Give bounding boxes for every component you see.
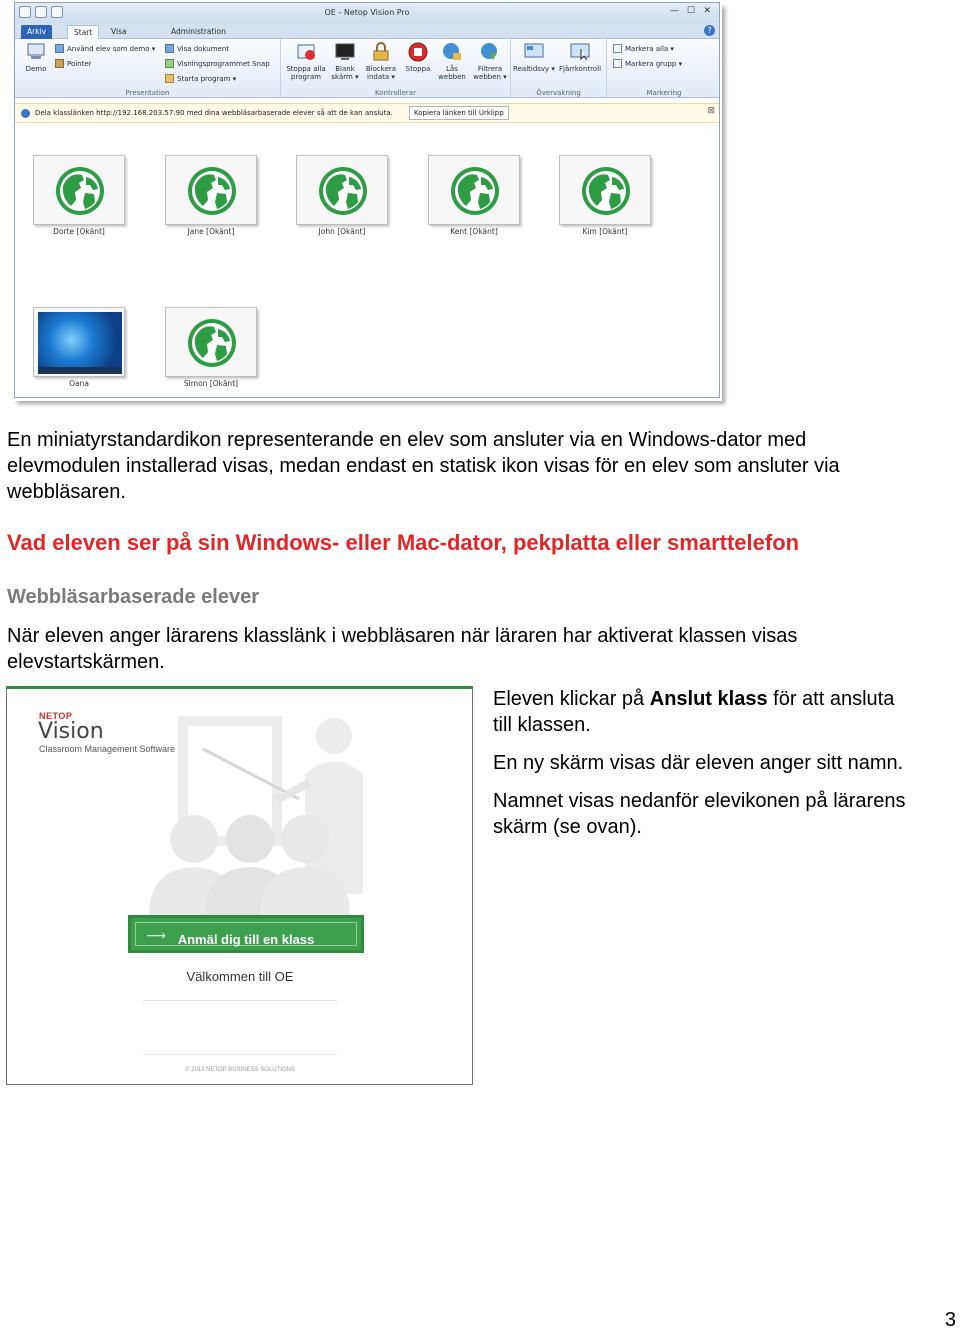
real-time-view-button[interactable]: Realtidsvy ▾ <box>513 41 555 73</box>
side-paragraph-name: En ny skärm visas där eleven anger sitt namn. <box>493 752 904 774</box>
subsection-heading: Webbläsarbaserade elever <box>7 586 260 608</box>
demo-icon <box>25 41 47 63</box>
netop-vision-window <box>14 2 720 398</box>
student-tile-windows[interactable] <box>33 307 125 388</box>
title-bar <box>15 3 719 23</box>
minimize-icon[interactable]: — <box>670 6 679 16</box>
section-heading: Vad eleven ser på sin Windows- eller Mac-dator, pekplatta eller smarttelefon <box>7 530 800 555</box>
student-name: Kim [Okänt] <box>582 227 628 236</box>
vision-logo-text: Vision <box>38 719 104 744</box>
web-globe-icon <box>55 166 105 216</box>
blank-screen-icon <box>334 41 356 63</box>
demo-button[interactable]: Demo <box>19 41 53 73</box>
stop-all-programs-icon <box>295 41 317 63</box>
student-name: John [Okänt] <box>318 227 366 236</box>
lock-web-icon <box>441 41 463 63</box>
divider <box>143 1054 337 1055</box>
web-globe-icon <box>450 166 500 216</box>
tab-file[interactable]: Arkiv <box>21 25 52 39</box>
student-tile[interactable] <box>165 155 257 236</box>
stop-icon <box>407 41 429 63</box>
welcome-text: Välkommen till OE <box>186 969 294 984</box>
paragraph-intro: En miniatyrstandardikon representerande en elev som ansluter via en Windows-dator med elevmodulen installerad visas, medan endast en statisk ikon visas för en elev som ansluter via webbläsaren. <box>7 429 840 503</box>
maximize-icon[interactable]: ☐ <box>686 6 695 16</box>
group-selection <box>607 39 720 98</box>
student-name: Simon [Okänt] <box>183 379 239 388</box>
web-globe-icon <box>187 166 237 216</box>
select-group-button[interactable]: Markera grupp ▾ <box>613 59 682 68</box>
side-paragraph-join: Eleven klickar på Anslut klass för att ansluta till klassen. <box>493 688 895 736</box>
web-globe-icon <box>581 166 631 216</box>
copyright-text: © 2013 NETOP BUSINESS SOLUTIONS <box>185 1067 295 1073</box>
show-document-button[interactable]: Visa dokument <box>165 44 229 53</box>
remote-control-button[interactable]: Fjärrkontroll <box>557 41 603 73</box>
snap-viewer-button[interactable]: Visningsprogrammet Snap <box>165 59 270 68</box>
student-tile[interactable] <box>428 155 520 236</box>
web-globe-icon <box>318 166 368 216</box>
tab-start[interactable]: Start <box>67 25 99 39</box>
use-student-demo-button[interactable]: Använd elev som demo ▾ <box>55 44 155 53</box>
group-monitoring <box>511 39 607 98</box>
windows-desktop-thumbnail <box>38 312 122 374</box>
student-name: Dorte [Okänt] <box>53 227 105 236</box>
arrow-right-icon: ⟶ <box>146 927 167 943</box>
side-paragraph-shown: Namnet visas nedanför elevikonen på lärarens skärm (se ovan). <box>493 790 906 838</box>
filter-web-icon <box>479 41 501 63</box>
lock-input-icon <box>370 41 392 63</box>
group-presentation <box>15 39 281 98</box>
tab-administration[interactable]: Administration <box>171 27 226 36</box>
remote-control-icon <box>569 41 591 63</box>
student-start-screen <box>6 686 473 1085</box>
group-label-controls: Kontrollerar <box>375 89 416 97</box>
window-title: OE - Netop Vision Pro <box>324 8 410 17</box>
group-controls <box>281 39 511 98</box>
ribbon <box>15 39 719 98</box>
netop-logo-text: NETOP <box>39 711 73 721</box>
stop-all-programs-button[interactable]: Stoppa alla program <box>283 41 329 81</box>
student-tile[interactable] <box>33 155 125 236</box>
tab-view[interactable]: Visa <box>111 27 127 36</box>
copy-link-button[interactable]: Kopiera länken till Urklipp <box>409 106 509 120</box>
blank-screen-button[interactable]: Blank skärm ▾ <box>331 41 359 81</box>
help-icon[interactable]: ? <box>704 25 715 36</box>
paragraph-browser-students: När eleven anger lärarens klasslänk i webbläsaren när läraren har aktiverat klassen visas elevstartskärmen. <box>7 625 798 673</box>
block-input-button[interactable]: Blockera indata ▾ <box>361 41 401 81</box>
student-name: Oana <box>69 379 89 388</box>
class-link-infobar <box>15 103 719 123</box>
group-label-selection: Markering <box>646 89 682 97</box>
web-globe-icon <box>187 318 237 368</box>
pointer-button[interactable]: Pointer <box>55 59 92 68</box>
student-name: Kent [Okänt] <box>450 227 498 236</box>
join-class-label: Anmäl dig till en klass <box>177 932 315 947</box>
group-label-monitoring: Övervakning <box>536 89 581 97</box>
select-all-button[interactable]: Markera alla ▾ <box>613 44 674 53</box>
close-infobar-icon[interactable]: ⊠ <box>707 106 715 116</box>
filter-web-button[interactable]: Filtrera webben ▾ <box>473 41 507 81</box>
close-icon[interactable]: ✕ <box>703 6 711 16</box>
lock-web-button[interactable]: Lås webben <box>437 41 467 81</box>
real-time-view-icon <box>523 41 545 63</box>
page-number: 3 <box>944 1309 956 1330</box>
ribbon-tabs <box>15 23 719 39</box>
student-tile[interactable] <box>165 307 257 388</box>
info-icon <box>21 109 30 118</box>
logo-subtitle: Classroom Management Software <box>39 744 176 754</box>
join-class-button[interactable] <box>128 915 364 953</box>
student-name: Jane [Okänt] <box>187 227 235 236</box>
class-link-message: Dela klasslänken http://192.168.203.57:90 med dina webbläsarbaserade elever så att de kan ansluta. <box>35 109 393 117</box>
student-tile[interactable] <box>296 155 388 236</box>
student-tile[interactable] <box>559 155 651 236</box>
stop-button[interactable]: Stoppa <box>403 41 433 73</box>
divider <box>143 1000 337 1001</box>
group-label-presentation: Presentation <box>125 89 170 97</box>
start-program-button[interactable]: Starta program ▾ <box>165 74 236 83</box>
